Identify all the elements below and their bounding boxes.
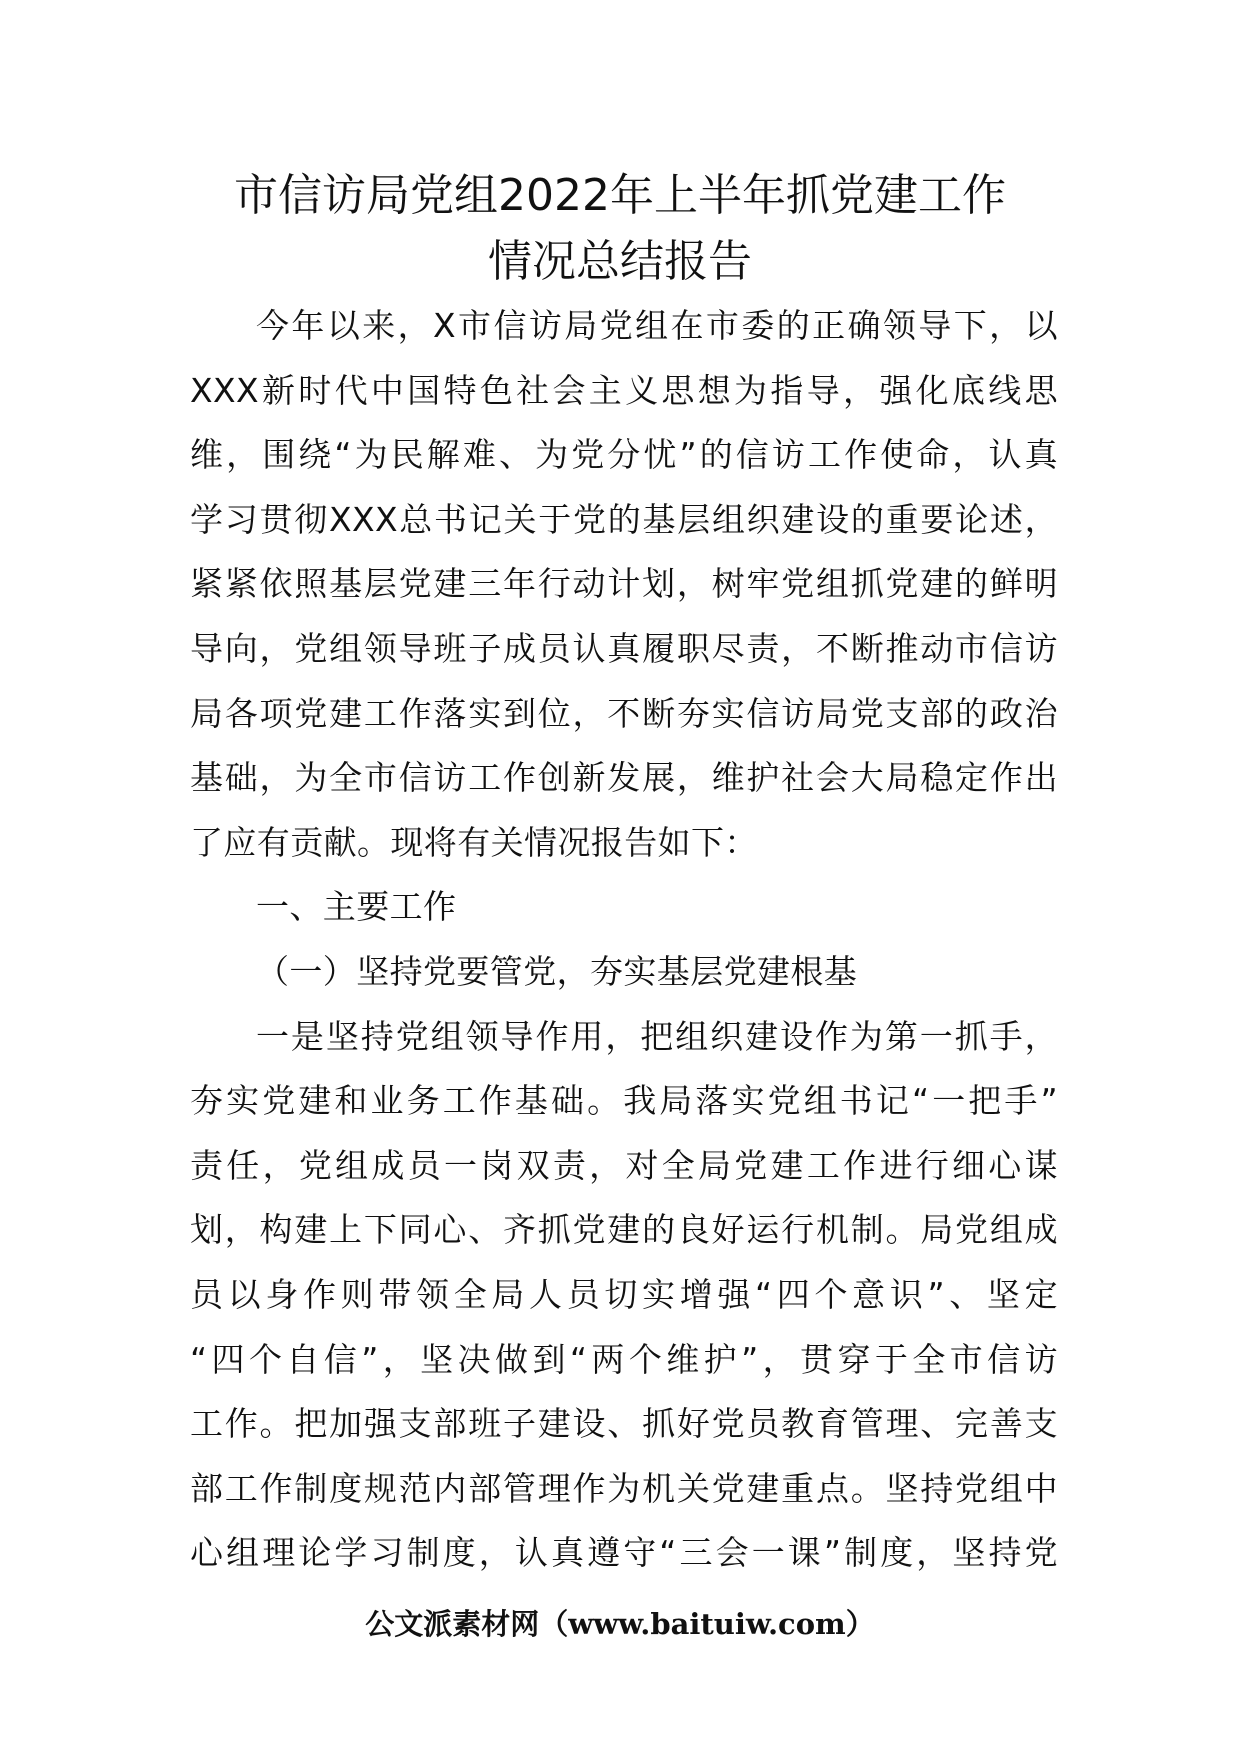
paragraph-line: 部工作制度规范内部管理作为机关党建重点。坚持党组中 xyxy=(190,1468,1058,1508)
footer-watermark-text: 公文派素材网（www.baituiw.com） xyxy=(365,1607,875,1641)
paragraph-line: 划，构建上下同心、齐抓党建的良好运行机制。局党组成 xyxy=(190,1210,1058,1250)
paragraph-line: 学习贯彻XXX总书记关于党的基层组织建设的重要论述， xyxy=(190,499,1058,539)
paragraph-line: 一是坚持党组领导作用，把组织建设作为第一抓手， xyxy=(256,1016,1058,1056)
document-title-line-1: 市信访局党组2022年上半年抓党建工作 xyxy=(234,170,1006,221)
paragraph-line: “四个自信”，坚决做到“两个维护”，贯穿于全市信访 xyxy=(190,1339,1058,1379)
paragraph-line: 责任，党组成员一岗双责，对全局党建工作进行细心谋 xyxy=(190,1145,1058,1185)
paragraph-line: 导向，党组领导班子成员认真履职尽责，不断推动市信访 xyxy=(190,628,1058,668)
paragraph-line: 今年以来，X市信访局党组在市委的正确领导下，以 xyxy=(256,306,1058,345)
subsection-heading: （一）坚持党要管党，夯实基层党建根基 xyxy=(256,951,858,991)
paragraph-line: 基础，为全市信访工作创新发展，维护社会大局稳定作出 xyxy=(190,758,1058,798)
paragraph-line: 局各项党建工作落实到位，不断夯实信访局党支部的政治 xyxy=(190,693,1058,733)
section-heading: 一、主要工作 xyxy=(256,887,457,927)
paragraph-line: 工作。把加强支部班子建设、抓好党员教育管理、完善支 xyxy=(190,1404,1058,1444)
document-title-line-2: 情况总结报告 xyxy=(488,236,752,287)
paragraph-line: 了应有贡献。现将有关情况报告如下： xyxy=(190,822,758,862)
paragraph-line: XXX新时代中国特色社会主义思想为指导，强化底线思 xyxy=(190,370,1058,410)
paragraph-line: 心组理论学习制度，认真遵守“三会一课”制度，坚持党 xyxy=(190,1533,1058,1573)
paragraph-line: 员以身作则带领全局人员切实增强“四个意识”、坚定 xyxy=(190,1274,1058,1314)
paragraph-line: 紧紧依照基层党建三年行动计划，树牢党组抓党建的鲜明 xyxy=(190,564,1058,604)
paragraph-line: 维，围绕“为民解难、为党分忧”的信访工作使命，认真 xyxy=(190,435,1058,475)
document-body xyxy=(190,294,1058,1586)
paragraph-line: 夯实党建和业务工作基础。我局落实党组书记“一把手” xyxy=(190,1081,1058,1121)
